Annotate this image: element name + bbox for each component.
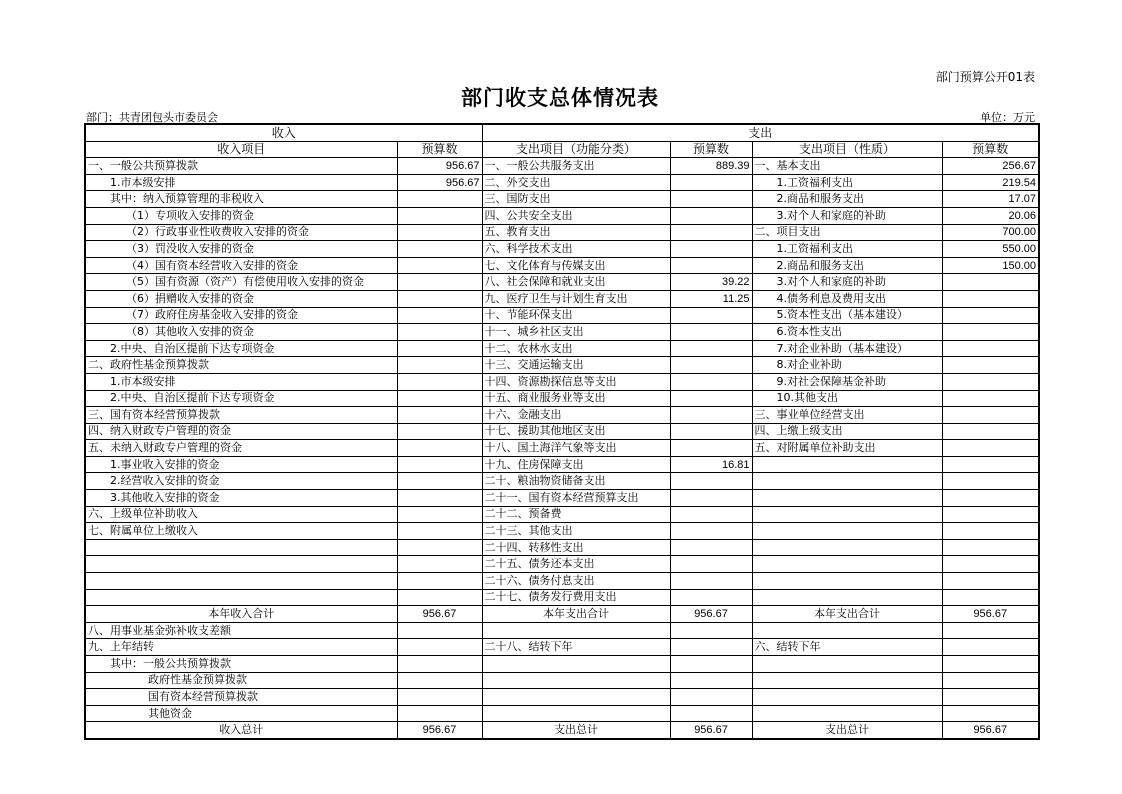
- expense-func-item-cell: 六、科学技术支出: [482, 241, 670, 258]
- table-row: [85, 241, 1039, 258]
- total-label-cell: 本年支出合计: [752, 606, 942, 623]
- table-row: [85, 639, 1039, 656]
- expense-nature-item-cell: 四、上缴上级支出: [752, 423, 942, 440]
- amount-cell: [397, 257, 482, 274]
- expense-func-item-cell: 十三、交通运输支出: [482, 357, 670, 374]
- income-item-cell: 七、附属单位上缴收入: [85, 523, 397, 540]
- amount-cell: [397, 340, 482, 357]
- income-item-cell: 六、上级单位补助收入: [85, 506, 397, 523]
- expense-func-item-cell: 十二、农林水支出: [482, 340, 670, 357]
- income-header: 收入: [85, 124, 482, 141]
- income-item-cell: 二、政府性基金预算拨款: [85, 357, 397, 374]
- expense-func-item-cell: 十六、金融支出: [482, 407, 670, 424]
- expense-func-item-cell: [482, 689, 670, 706]
- expense-nature-item-cell: [752, 490, 942, 507]
- amount-cell: [670, 639, 752, 656]
- expense-nature-item-cell: [752, 573, 942, 590]
- income-item-cell: 其中：一般公共预算拨款: [85, 656, 397, 673]
- amount-cell: [397, 639, 482, 656]
- expense-nature-item-cell: 4.债务利息及费用支出: [752, 290, 942, 307]
- table-row: [85, 423, 1039, 440]
- amount-cell: [670, 672, 752, 689]
- expense-nature-item-cell: 10.其他支出: [752, 390, 942, 407]
- expense-func-item-cell: 二十三、其他支出: [482, 523, 670, 540]
- amount-cell: [397, 274, 482, 291]
- expense-func-item-cell: [482, 622, 670, 639]
- table-row: [85, 440, 1039, 457]
- amount-cell: 256.67: [942, 158, 1039, 175]
- expense-nature-item-cell: 1.工资福利支出: [752, 174, 942, 191]
- amount-cell: 956.67: [397, 174, 482, 191]
- amount-cell: 17.07: [942, 191, 1039, 208]
- total-label-cell: 支出总计: [482, 722, 670, 739]
- expense-func-item-cell: 二十一、国有资本经营预算支出: [482, 490, 670, 507]
- expense-func-item-cell: 九、医疗卫生与计划生育支出: [482, 290, 670, 307]
- table-row: [85, 274, 1039, 291]
- col-income-amount: 预算数: [397, 141, 482, 158]
- amount-cell: [397, 622, 482, 639]
- amount-cell: [670, 506, 752, 523]
- expense-func-item-cell: 十五、商业服务业等支出: [482, 390, 670, 407]
- amount-cell: [397, 689, 482, 706]
- expense-nature-item-cell: [752, 589, 942, 606]
- total-label-cell: 本年支出合计: [482, 606, 670, 623]
- unit-label: 单位：万元: [980, 111, 1035, 124]
- table-row: [85, 705, 1039, 722]
- amount-cell: [670, 324, 752, 341]
- income-item-cell: （6）捐赠收入安排的资金: [85, 290, 397, 307]
- table-row: [85, 539, 1039, 556]
- amount-cell: [670, 174, 752, 191]
- amount-cell: [942, 639, 1039, 656]
- amount-cell: [670, 340, 752, 357]
- expense-func-item-cell: 八、社会保障和就业支出: [482, 274, 670, 291]
- income-item-cell: （7）政府住房基金收入安排的资金: [85, 307, 397, 324]
- expense-nature-item-cell: 2.商品和服务支出: [752, 257, 942, 274]
- amount-cell: [397, 705, 482, 722]
- income-item-cell: 2.中央、自治区提前下达专项资金: [85, 340, 397, 357]
- expense-func-item-cell: 七、文化体育与传媒支出: [482, 257, 670, 274]
- expense-func-item-cell: 二、外交支出: [482, 174, 670, 191]
- amount-cell: [397, 573, 482, 590]
- amount-cell: [942, 689, 1039, 706]
- expense-nature-item-cell: 二、项目支出: [752, 224, 942, 241]
- amount-cell: [670, 556, 752, 573]
- amount-cell: [942, 373, 1039, 390]
- expense-nature-item-cell: 3.对个人和家庭的补助: [752, 274, 942, 291]
- amount-cell: [942, 324, 1039, 341]
- amount-cell: [670, 224, 752, 241]
- total-amount-cell: 956.67: [670, 722, 752, 739]
- income-item-cell: 3.其他收入安排的资金: [85, 490, 397, 507]
- amount-cell: [670, 440, 752, 457]
- expense-func-item-cell: 一、一般公共服务支出: [482, 158, 670, 175]
- table-row: [85, 523, 1039, 540]
- total-amount-cell: 956.67: [942, 606, 1039, 623]
- amount-cell: [670, 373, 752, 390]
- amount-cell: [942, 340, 1039, 357]
- amount-cell: [397, 290, 482, 307]
- expense-nature-item-cell: 2.商品和服务支出: [752, 191, 942, 208]
- amount-cell: [670, 207, 752, 224]
- amount-cell: [942, 589, 1039, 606]
- table-row: [85, 407, 1039, 424]
- amount-cell: [670, 622, 752, 639]
- amount-cell: [397, 539, 482, 556]
- expense-header: 支出: [482, 124, 1039, 141]
- table-row: [85, 390, 1039, 407]
- amount-cell: [670, 257, 752, 274]
- amount-cell: [942, 656, 1039, 673]
- income-item-cell: （3）罚没收入安排的资金: [85, 241, 397, 258]
- expense-nature-item-cell: 一、基本支出: [752, 158, 942, 175]
- amount-cell: [397, 672, 482, 689]
- amount-cell: [397, 440, 482, 457]
- amount-cell: [942, 307, 1039, 324]
- expense-func-item-cell: 十一、城乡社区支出: [482, 324, 670, 341]
- amount-cell: [942, 506, 1039, 523]
- expense-nature-item-cell: [752, 656, 942, 673]
- income-item-cell: 国有资本经营预算拨款: [85, 689, 397, 706]
- table-row: [85, 490, 1039, 507]
- amount-cell: [397, 390, 482, 407]
- table-row: [85, 191, 1039, 208]
- expense-nature-item-cell: 六、结转下年: [752, 639, 942, 656]
- table-row: [85, 473, 1039, 490]
- amount-cell: [942, 573, 1039, 590]
- expense-func-item-cell: [482, 705, 670, 722]
- expense-func-item-cell: [482, 656, 670, 673]
- expense-func-item-cell: 二十、粮油物资储备支出: [482, 473, 670, 490]
- table-header-group: [85, 124, 1039, 141]
- amount-cell: [670, 423, 752, 440]
- income-item-cell: （2）行政事业性收费收入安排的资金: [85, 224, 397, 241]
- amount-cell: [670, 357, 752, 374]
- amount-cell: [942, 622, 1039, 639]
- income-item-cell: [85, 573, 397, 590]
- income-item-cell: 三、国有资本经营预算拨款: [85, 407, 397, 424]
- total-label-cell: 支出总计: [752, 722, 942, 739]
- amount-cell: [397, 456, 482, 473]
- income-item-cell: [85, 539, 397, 556]
- income-item-cell: （5）国有资源（资产）有偿使用收入安排的资金: [85, 274, 397, 291]
- income-item-cell: [85, 556, 397, 573]
- amount-cell: [397, 373, 482, 390]
- expense-nature-item-cell: 9.对社会保障基金补助: [752, 373, 942, 390]
- amount-cell: [397, 207, 482, 224]
- form-number: 部门预算公开01表: [935, 70, 1035, 84]
- table-row: [85, 257, 1039, 274]
- expense-func-item-cell: 二十四、转移性支出: [482, 539, 670, 556]
- amount-cell: [670, 705, 752, 722]
- amount-cell: [942, 423, 1039, 440]
- expense-nature-item-cell: 3.对个人和家庭的补助: [752, 207, 942, 224]
- amount-cell: 889.39: [670, 158, 752, 175]
- expense-nature-item-cell: [752, 622, 942, 639]
- amount-cell: [942, 440, 1039, 457]
- expense-func-item-cell: 三、国防支出: [482, 191, 670, 208]
- amount-cell: 219.54: [942, 174, 1039, 191]
- amount-cell: 39.22: [670, 274, 752, 291]
- amount-cell: [942, 490, 1039, 507]
- amount-cell: [942, 672, 1039, 689]
- table-row: [85, 373, 1039, 390]
- total-label-cell: 收入总计: [85, 722, 397, 739]
- amount-cell: [942, 539, 1039, 556]
- expense-nature-item-cell: [752, 539, 942, 556]
- amount-cell: [670, 539, 752, 556]
- amount-cell: [670, 390, 752, 407]
- expense-func-item-cell: 十九、住房保障支出: [482, 456, 670, 473]
- amount-cell: [397, 407, 482, 424]
- income-item-cell: 政府性基金预算拨款: [85, 672, 397, 689]
- amount-cell: [397, 423, 482, 440]
- table-row: [85, 340, 1039, 357]
- amount-cell: 700.00: [942, 224, 1039, 241]
- total-amount-cell: 956.67: [942, 722, 1039, 739]
- amount-cell: [942, 556, 1039, 573]
- amount-cell: [942, 456, 1039, 473]
- amount-cell: 16.81: [670, 456, 752, 473]
- expense-nature-item-cell: 5.资本性支出（基本建设）: [752, 307, 942, 324]
- expense-func-item-cell: 十、节能环保支出: [482, 307, 670, 324]
- total-label-cell: 本年收入合计: [85, 606, 397, 623]
- expense-nature-item-cell: [752, 523, 942, 540]
- amount-cell: [670, 307, 752, 324]
- expense-nature-item-cell: 三、事业单位经营支出: [752, 407, 942, 424]
- amount-cell: [397, 241, 482, 258]
- amount-cell: [397, 556, 482, 573]
- amount-cell: [397, 473, 482, 490]
- table-row: [85, 207, 1039, 224]
- income-item-cell: 九、上年结转: [85, 639, 397, 656]
- amount-cell: [670, 589, 752, 606]
- income-item-cell: 四、纳入财政专户管理的资金: [85, 423, 397, 440]
- income-item-cell: 一、一般公共预算拨款: [85, 158, 397, 175]
- col-expense-nature-amount: 预算数: [942, 141, 1039, 158]
- amount-cell: [397, 307, 482, 324]
- table-row: [85, 158, 1039, 175]
- amount-cell: [670, 523, 752, 540]
- amount-cell: [397, 523, 482, 540]
- expense-func-item-cell: 二十八、结转下年: [482, 639, 670, 656]
- total-amount-cell: 956.67: [397, 722, 482, 739]
- table-row: [85, 672, 1039, 689]
- amount-cell: [397, 490, 482, 507]
- amount-cell: [670, 490, 752, 507]
- amount-cell: [397, 656, 482, 673]
- expense-func-item-cell: 十八、国土海洋气象等支出: [482, 440, 670, 457]
- amount-cell: 150.00: [942, 257, 1039, 274]
- amount-cell: 11.25: [670, 290, 752, 307]
- col-expense-func: 支出项目（功能分类）: [482, 141, 670, 158]
- expense-func-item-cell: 二十六、债务付息支出: [482, 573, 670, 590]
- amount-cell: [670, 407, 752, 424]
- amount-cell: 956.67: [397, 158, 482, 175]
- amount-cell: [670, 656, 752, 673]
- expense-nature-item-cell: [752, 689, 942, 706]
- col-expense-func-amount: 预算数: [670, 141, 752, 158]
- page-title: 部门收支总体情况表: [461, 85, 659, 110]
- amount-cell: [397, 191, 482, 208]
- table-row: [85, 556, 1039, 573]
- table-row: [85, 357, 1039, 374]
- amount-cell: [397, 357, 482, 374]
- income-item-cell: 1.市本级安排: [85, 174, 397, 191]
- expense-func-item-cell: 十四、资源勘探信息等支出: [482, 373, 670, 390]
- table-row: [85, 722, 1039, 739]
- table-row: [85, 606, 1039, 623]
- amount-cell: [670, 191, 752, 208]
- budget-table: [84, 123, 1040, 740]
- amount-cell: [670, 241, 752, 258]
- income-item-cell: （1）专项收入安排的资金: [85, 207, 397, 224]
- income-item-cell: 2.经营收入安排的资金: [85, 473, 397, 490]
- expense-func-item-cell: 二十七、债务发行费用支出: [482, 589, 670, 606]
- income-item-cell: 1.市本级安排: [85, 373, 397, 390]
- amount-cell: [397, 324, 482, 341]
- income-item-cell: 五、未纳入财政专户管理的资金: [85, 440, 397, 457]
- amount-cell: [942, 407, 1039, 424]
- income-item-cell: 八、用事业基金弥补收支差额: [85, 622, 397, 639]
- amount-cell: [670, 689, 752, 706]
- income-item-cell: [85, 589, 397, 606]
- table-row: [85, 224, 1039, 241]
- expense-func-item-cell: [482, 672, 670, 689]
- amount-cell: [942, 390, 1039, 407]
- table-header-columns: [85, 141, 1039, 158]
- amount-cell: 550.00: [942, 241, 1039, 258]
- amount-cell: [397, 224, 482, 241]
- table-row: [85, 656, 1039, 673]
- amount-cell: [397, 506, 482, 523]
- department-label: 部门：共青团包头市委员会: [86, 111, 218, 124]
- total-amount-cell: 956.67: [670, 606, 752, 623]
- expense-func-item-cell: 十七、援助其他地区支出: [482, 423, 670, 440]
- table-row: [85, 689, 1039, 706]
- table-row: [85, 589, 1039, 606]
- table-row: [85, 506, 1039, 523]
- expense-nature-item-cell: [752, 672, 942, 689]
- amount-cell: [942, 357, 1039, 374]
- table-row: [85, 174, 1039, 191]
- amount-cell: [942, 705, 1039, 722]
- amount-cell: [670, 473, 752, 490]
- expense-nature-item-cell: 6.资本性支出: [752, 324, 942, 341]
- expense-func-item-cell: 二十五、债务还本支出: [482, 556, 670, 573]
- table-row: [85, 290, 1039, 307]
- expense-nature-item-cell: 7.对企业补助（基本建设）: [752, 340, 942, 357]
- income-item-cell: 其他资金: [85, 705, 397, 722]
- expense-nature-item-cell: [752, 473, 942, 490]
- income-item-cell: （4）国有资本经营收入安排的资金: [85, 257, 397, 274]
- col-expense-nature: 支出项目（性质）: [752, 141, 942, 158]
- income-item-cell: （8）其他收入安排的资金: [85, 324, 397, 341]
- income-item-cell: 其中：纳入预算管理的非税收入: [85, 191, 397, 208]
- expense-nature-item-cell: [752, 506, 942, 523]
- expense-func-item-cell: 二十二、预备费: [482, 506, 670, 523]
- amount-cell: [942, 473, 1039, 490]
- table-row: [85, 573, 1039, 590]
- table-row: [85, 456, 1039, 473]
- expense-nature-item-cell: 五、对附属单位补助支出: [752, 440, 942, 457]
- amount-cell: [942, 290, 1039, 307]
- total-amount-cell: 956.67: [397, 606, 482, 623]
- amount-cell: [942, 523, 1039, 540]
- table-row: [85, 622, 1039, 639]
- amount-cell: 20.06: [942, 207, 1039, 224]
- amount-cell: [670, 573, 752, 590]
- expense-nature-item-cell: 1.工资福利支出: [752, 241, 942, 258]
- expense-nature-item-cell: 8.对企业补助: [752, 357, 942, 374]
- col-income-item: 收入项目: [85, 141, 397, 158]
- expense-nature-item-cell: [752, 456, 942, 473]
- table-row: [85, 324, 1039, 341]
- expense-nature-item-cell: [752, 556, 942, 573]
- table-row: [85, 307, 1039, 324]
- amount-cell: [942, 274, 1039, 291]
- income-item-cell: 1.事业收入安排的资金: [85, 456, 397, 473]
- income-item-cell: 2.中央、自治区提前下达专项资金: [85, 390, 397, 407]
- expense-nature-item-cell: [752, 705, 942, 722]
- amount-cell: [397, 589, 482, 606]
- expense-func-item-cell: 五、教育支出: [482, 224, 670, 241]
- expense-func-item-cell: 四、公共安全支出: [482, 207, 670, 224]
